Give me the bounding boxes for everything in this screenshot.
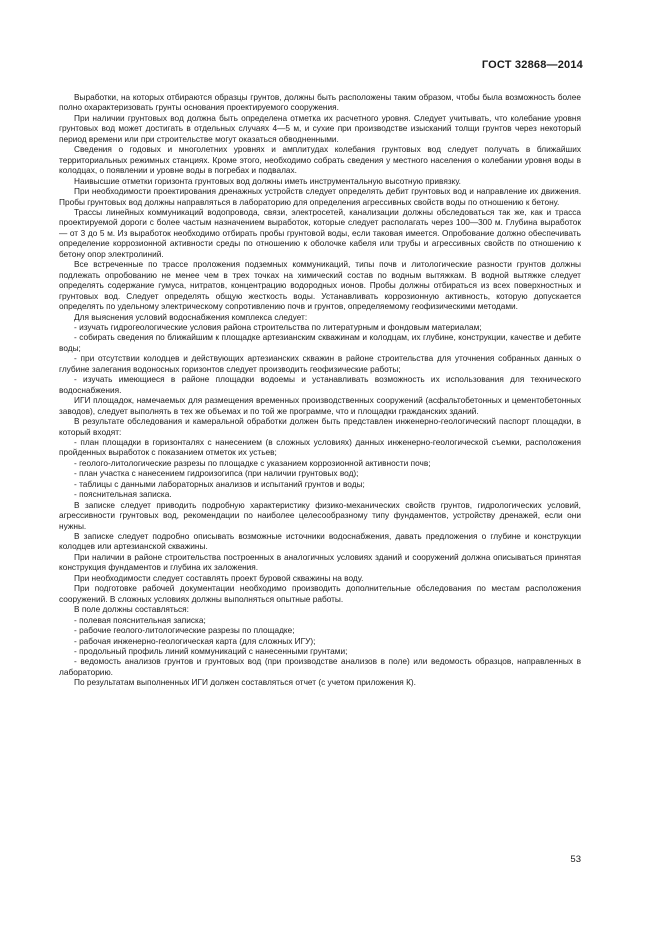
paragraph: При наличии в районе строительства построенных в аналогичных условиях зданий и сооружений должна описываться принятая конструкция фундаментов и глубина их заложения. xyxy=(59,551,581,573)
list-item: - продольный профиль линий коммуникаций с нанесенными грунтами; xyxy=(74,646,348,657)
paragraph: Выработки, на которых отбираются образцы грунтов, должны быть расположены таким образом, чтобы была возможность более полно охарактеризовать грунты основания проектируемого сооружения. xyxy=(59,92,581,113)
list-item: - ведомость анализов грунтов и грунтовых вод (при производстве анализов в поле) или ведомость образцов, направленных в лабораторию. xyxy=(59,656,581,677)
paragraph: В результате обследования и камеральной обработки должен быть представлен инженерно-геологический паспорт площадки, в который входят: xyxy=(59,416,581,437)
document-body xyxy=(59,92,581,688)
paragraph: При необходимости следует составлять проект буровой скважины на воду. xyxy=(74,572,364,583)
paragraph: При наличии грунтовых вод должна быть определена отметка их расчетного уровня. Следует учитывать, что колебание уровня грунтовых вод может достигать в отдельных случаях 4—5 м, и сухие при производстве изысканий толщи грунтов через некоторый период времени или при строительстве могут оказаться обводненными. xyxy=(59,112,581,144)
list-item: - рабочие геолого-литологические разрезы по площадке; xyxy=(74,625,295,636)
list-item: - таблицы с данными лабораторных анализов и испытаний грунтов и воды; xyxy=(74,478,365,489)
list-item: - план площадки в горизонталях с нанесением (в сложных условиях) данных инженерно-геологической съемки, расположения пройденных выработок с показанием отметок их устьев; xyxy=(59,436,581,458)
paragraph: Сведения о годовых и многолетних уровнях и амплитудах колебания грунтовых вод следует получать в ближайших территориальных режимных станциях. Кроме этого, необходимо собрать сведения у местного населения о колебании уровня воды в колодцах, о появлении и уровне воды в погребах и подвалах. xyxy=(59,144,581,176)
paragraph: ИГИ площадок, намечаемых для размещения временных производственных сооружений (асфальтобетонных и цементобетонных заводов), следует выполнять в тех же объемах и по той же программе, что и площадки гражданских зданий. xyxy=(59,395,581,416)
list-item: - изучать гидрогеологические условия района строительства по литературным и фондовым материалам; xyxy=(74,321,482,332)
paragraph: По результатам выполненных ИГИ должен составляться отчет (с учетом приложения К). xyxy=(74,677,416,688)
paragraph: При необходимости проектирования дренажных устройств следует определять дебит грунтовых вод и направление их движения. Пробы грунтовых вод должны направляться в лабораторию для определения агрессивных свойств воды по отношению к бетону. xyxy=(59,186,581,207)
page-number: 53 xyxy=(570,854,581,865)
paragraph: Трассы линейных коммуникаций водопровода, связи, электросетей, канализации должны обследоваться так же, как и трасса проектируемой дороги с более частым назначением выработок, которые следует располагать через 100—300 м. Глубина выработок — от 3 до 5 м. Из выработок необходимо отбирать пробы грунтовой воды, если таковая имеется. Опробование должно обеспечивать определение коррозионной активности среды по отношению к оболочке кабеля или трубы и агрессивных свойств по отношению к бетону опор электролиний. xyxy=(59,206,581,259)
list-item: - геолого-литологические разрезы по площадке с указанием коррозионной активности почв; xyxy=(74,457,431,468)
list-item: - при отсутствии колодцев и действующих артезианских скважин в районе строительства для уточнения собранных данных о глубине залегания водоносных горизонтов следует производить геофизические работы; xyxy=(59,353,581,374)
paragraph: Для выяснения условий водоснабжения комплекса следует: xyxy=(74,311,308,322)
list-item: - рабочая инженерно-геологическая карта (для сложных ИГУ); xyxy=(74,635,316,646)
paragraph: В записке следует приводить подробную характеристику физико-механических свойств грунтов, гидрологических условий, агрессивности грунтовых вод, рекомендации по наиболее целесообразному типу фундаментов, устройству дренажей, если они нужны. xyxy=(59,499,581,531)
list-item: - пояснительная записка. xyxy=(74,489,172,500)
list-item: - изучать имеющиеся в районе площадки водоемы и устанавливать возможность их использования для технического водоснабжения. xyxy=(59,374,581,395)
list-item: - план участка с нанесением гидроизогипса (при наличии грунтовых вод); xyxy=(74,468,359,479)
document-code: ГОСТ 32868—2014 xyxy=(481,59,583,71)
paragraph: В записке следует подробно описывать возможные источники водоснабжения, давать предложения о глубине и конструкции колодцев или артезианской скважины. xyxy=(59,531,581,552)
list-item: - полевая пояснительная записка; xyxy=(74,614,206,625)
paragraph: Все встреченные по трассе проложения подземных коммуникаций, типы почв и литологические разности грунтов должны подлежать опробованию не менее чем в трех точках на химический состав по водным вытяжкам. В водной вытяжке следует определять содержание гумуса, нитратов, концентрацию водородных ионов. Пробы должны отбираться из всех поверхностных и грунтовых вод. Следует определять общую жесткость воды. Устанавливать коррозионную активность, которую допускается определять по удельному электрическому сопротивлению почв и грунтов, определяемому геофизическими методами. xyxy=(59,259,581,312)
list-item: - собирать сведения по ближайшим к площадке артезианским скважинам и колодцам, их глубине, конструкции, качестве и дебите воды; xyxy=(59,332,581,353)
paragraph: В поле должны составляться: xyxy=(74,604,189,615)
paragraph: При подготовке рабочей документации необходимо производить дополнительные обследования по местам расположения сооружений. В сложных условиях должны выполняться опытные работы. xyxy=(59,583,581,604)
paragraph: Наивысшие отметки горизонта грунтовых вод должны иметь инструментальную высотную привязку. xyxy=(74,175,461,186)
